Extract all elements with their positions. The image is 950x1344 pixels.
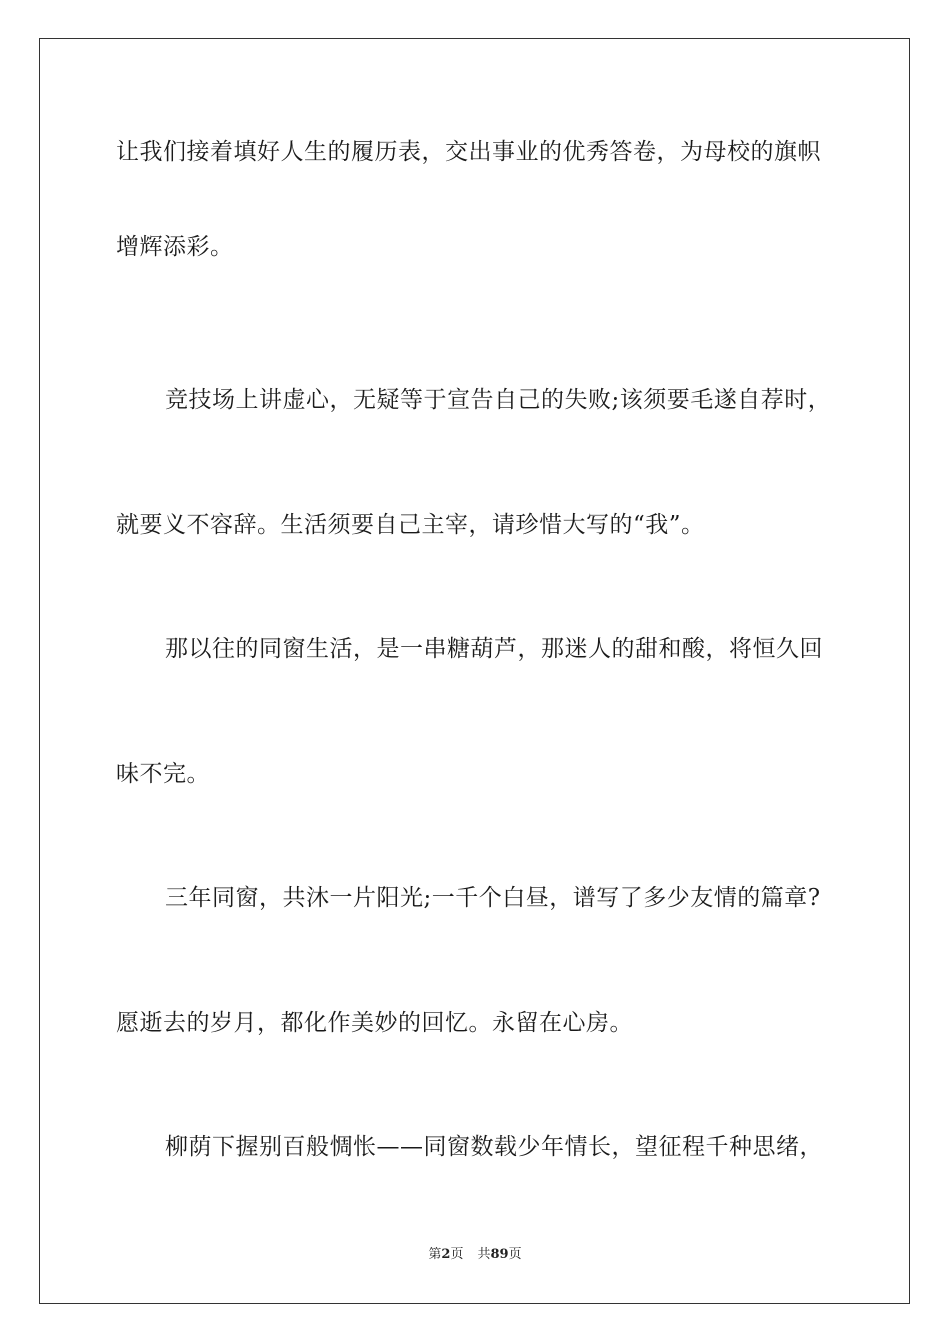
- text-line-3: 竞技场上讲虚心，无疑等于宣告自己的失败;该须要毛遂自荐时，: [165, 387, 832, 413]
- text-line-1: 让我们接着填好人生的履历表，交出事业的优秀答卷，为母校的旗帜: [116, 139, 821, 165]
- total-prefix: 共: [477, 1247, 491, 1262]
- text-line-4: 就要义不容辞。生活须要自己主宰，请珍惜大写的“我”。: [116, 512, 705, 538]
- page-footer: [0, 1246, 950, 1264]
- text-line-5: 那以往的同窗生活，是一串糖葫芦，那迷人的甜和酸，将恒久回: [165, 636, 823, 662]
- page-suffix: 页: [450, 1247, 464, 1262]
- text-line-9: 柳荫下握别百般惆怅——同窗数载少年情长，望征程千种思绪，: [165, 1134, 823, 1160]
- page-number: 2: [441, 1247, 451, 1262]
- text-line-8: 愿逝去的岁月，都化作美妙的回忆。永留在心房。: [116, 1010, 633, 1036]
- page-border: [39, 38, 910, 1304]
- total-pages: 89: [490, 1247, 509, 1262]
- text-line-6: 味不完。: [116, 761, 210, 787]
- text-line-7: 三年同窗，共沐一片阳光;一千个白昼，谱写了多少友情的篇章?: [165, 885, 821, 911]
- total-suffix: 页: [508, 1247, 522, 1262]
- page-prefix: 第: [428, 1247, 442, 1262]
- text-line-2: 增辉添彩。: [116, 234, 234, 260]
